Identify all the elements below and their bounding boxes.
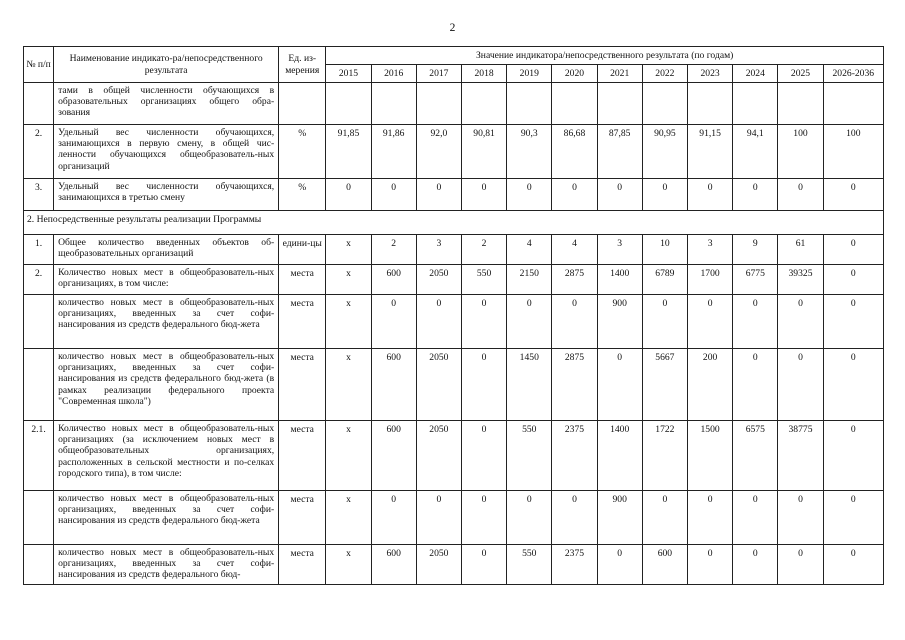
value-cell: 0: [507, 295, 552, 349]
value-cell: 0: [461, 545, 506, 585]
value-cell: 550: [461, 265, 506, 295]
value-cell: 0: [416, 295, 461, 349]
value-cell: 0: [552, 491, 597, 545]
row-number: [24, 83, 54, 125]
value-cell: 61: [778, 235, 823, 265]
value-cell: 100: [778, 125, 823, 179]
value-cell: 2050: [416, 545, 461, 585]
value-cell: 200: [687, 349, 732, 421]
value-cell: 550: [507, 421, 552, 491]
value-cell: 3: [597, 235, 642, 265]
value-cell: 3: [687, 235, 732, 265]
value-cell: 90,95: [642, 125, 687, 179]
value-cell: 0: [823, 179, 883, 211]
value-cell: 0: [507, 179, 552, 211]
value-cell: 600: [371, 349, 416, 421]
value-cell: 0: [597, 179, 642, 211]
value-cell: 6775: [733, 265, 778, 295]
value-cell: 0: [778, 545, 823, 585]
value-cell: 90,3: [507, 125, 552, 179]
indicator-name: количество новых мест в общеобразователь-ных организациях, введенных за счет софи-нансирования из средств федерального бюд-жета: [54, 491, 279, 545]
value-cell: [778, 83, 823, 125]
indicators-table: [23, 46, 884, 585]
value-cell: 38775: [778, 421, 823, 491]
table-row: [24, 235, 884, 265]
value-cell: 0: [733, 179, 778, 211]
section-row: [24, 211, 884, 235]
value-cell: 0: [687, 179, 732, 211]
indicator-name: количество новых мест в общеобразователь-ных организациях, введенных за счет софи-нансирования из средств федерального бюд-: [54, 545, 279, 585]
indicator-name: Удельный вес численности обучающихся, занимающихся в третью смену: [54, 179, 279, 211]
header-year: 2021: [597, 65, 642, 83]
value-cell: [642, 83, 687, 125]
value-cell: 900: [597, 491, 642, 545]
value-cell: 10: [642, 235, 687, 265]
unit-cell: места: [279, 295, 326, 349]
unit-cell: %: [279, 125, 326, 179]
header-year: 2023: [687, 65, 732, 83]
value-cell: [326, 83, 371, 125]
value-cell: 600: [642, 545, 687, 585]
row-number: [24, 349, 54, 421]
value-cell: 9: [733, 235, 778, 265]
value-cell: 550: [507, 545, 552, 585]
value-cell: 4: [507, 235, 552, 265]
table-row: [24, 125, 884, 179]
header-name: Наименование индикато-ра/непосредственного результата: [54, 47, 279, 83]
header-year: 2024: [733, 65, 778, 83]
value-cell: 2050: [416, 265, 461, 295]
value-cell: 0: [823, 295, 883, 349]
value-cell: 0: [552, 179, 597, 211]
row-number: 2.: [24, 265, 54, 295]
header-year: 2017: [416, 65, 461, 83]
value-cell: 39325: [778, 265, 823, 295]
value-cell: 0: [823, 349, 883, 421]
table-row: [24, 545, 884, 585]
value-cell: 86,68: [552, 125, 597, 179]
value-cell: 0: [461, 295, 506, 349]
row-number: [24, 545, 54, 585]
value-cell: 600: [371, 421, 416, 491]
value-cell: [416, 83, 461, 125]
table-row: [24, 491, 884, 545]
value-cell: [597, 83, 642, 125]
header-year: 2018: [461, 65, 506, 83]
value-cell: 0: [371, 179, 416, 211]
value-cell: 92,0: [416, 125, 461, 179]
indicator-name: тами в общей численности обучающихся в образовательных организациях общего обра-зования: [54, 83, 279, 125]
table-row: [24, 179, 884, 211]
row-number: 2.1.: [24, 421, 54, 491]
value-cell: 0: [597, 545, 642, 585]
header-year: 2026-2036: [823, 65, 883, 83]
value-cell: 0: [823, 545, 883, 585]
value-cell: 900: [597, 295, 642, 349]
value-cell: 0: [326, 179, 371, 211]
header-year: 2019: [507, 65, 552, 83]
value-cell: [507, 83, 552, 125]
header-year: 2016: [371, 65, 416, 83]
value-cell: 0: [687, 545, 732, 585]
value-cell: 0: [371, 491, 416, 545]
value-cell: 2375: [552, 545, 597, 585]
indicator-name: Удельный вес численности обучающихся, занимающихся в первую смену, в общей чис-ленности обучающихся общеобразователь-ных организаций: [54, 125, 279, 179]
value-cell: 0: [552, 295, 597, 349]
value-cell: 0: [733, 349, 778, 421]
value-cell: 0: [597, 349, 642, 421]
value-cell: 3: [416, 235, 461, 265]
unit-cell: места: [279, 349, 326, 421]
value-cell: 0: [823, 421, 883, 491]
value-cell: 600: [371, 265, 416, 295]
header-values: Значение индикатора/непосредственного результата (по годам): [326, 47, 884, 65]
value-cell: 2: [461, 235, 506, 265]
value-cell: 0: [778, 491, 823, 545]
value-cell: 2150: [507, 265, 552, 295]
header-year: 2015: [326, 65, 371, 83]
row-number: 2.: [24, 125, 54, 179]
value-cell: 2050: [416, 349, 461, 421]
value-cell: 0: [642, 491, 687, 545]
value-cell: 0: [416, 179, 461, 211]
value-cell: 91,85: [326, 125, 371, 179]
value-cell: 0: [461, 491, 506, 545]
value-cell: 0: [461, 349, 506, 421]
value-cell: 0: [371, 295, 416, 349]
value-cell: 5667: [642, 349, 687, 421]
value-cell: х: [326, 421, 371, 491]
value-cell: 0: [687, 491, 732, 545]
value-cell: 6789: [642, 265, 687, 295]
value-cell: 1722: [642, 421, 687, 491]
value-cell: 0: [733, 545, 778, 585]
row-number: 1.: [24, 235, 54, 265]
value-cell: 2050: [416, 421, 461, 491]
value-cell: [823, 83, 883, 125]
value-cell: 600: [371, 545, 416, 585]
indicator-name: количество новых мест в общеобразователь-ных организациях, введенных за счет софи-нансирования из средств федерального бюд-жета: [54, 295, 279, 349]
value-cell: х: [326, 235, 371, 265]
unit-cell: места: [279, 491, 326, 545]
table-row: [24, 265, 884, 295]
value-cell: 0: [642, 179, 687, 211]
indicator-name: количество новых мест в общеобразователь-ных организациях, введенных за счет софи-нансирования из средств федерального бюд-жета (в рамках реализации федерального проекта "Современная школа"): [54, 349, 279, 421]
value-cell: 0: [687, 295, 732, 349]
value-cell: х: [326, 265, 371, 295]
value-cell: 4: [552, 235, 597, 265]
unit-cell: места: [279, 545, 326, 585]
value-cell: 0: [461, 421, 506, 491]
value-cell: [552, 83, 597, 125]
value-cell: 0: [778, 179, 823, 211]
value-cell: 90,81: [461, 125, 506, 179]
header-year: 2022: [642, 65, 687, 83]
value-cell: 0: [823, 235, 883, 265]
value-cell: 1450: [507, 349, 552, 421]
header-year: 2020: [552, 65, 597, 83]
value-cell: 1400: [597, 421, 642, 491]
indicator-name: Количество новых мест в общеобразователь-ных организациях, в том числе:: [54, 265, 279, 295]
value-cell: 0: [416, 491, 461, 545]
value-cell: 0: [642, 295, 687, 349]
value-cell: 0: [823, 491, 883, 545]
value-cell: [461, 83, 506, 125]
value-cell: 0: [733, 295, 778, 349]
unit-cell: едини-цы: [279, 235, 326, 265]
value-cell: 2: [371, 235, 416, 265]
unit-cell: места: [279, 265, 326, 295]
value-cell: 100: [823, 125, 883, 179]
value-cell: 91,15: [687, 125, 732, 179]
value-cell: 1500: [687, 421, 732, 491]
row-number: [24, 491, 54, 545]
unit-cell: %: [279, 179, 326, 211]
unit-cell: места: [279, 421, 326, 491]
value-cell: 0: [733, 491, 778, 545]
value-cell: 2875: [552, 265, 597, 295]
value-cell: 87,85: [597, 125, 642, 179]
value-cell: 2875: [552, 349, 597, 421]
page-number: 2: [449, 22, 456, 34]
row-number: [24, 295, 54, 349]
value-cell: 0: [507, 491, 552, 545]
value-cell: х: [326, 349, 371, 421]
value-cell: х: [326, 491, 371, 545]
value-cell: 2375: [552, 421, 597, 491]
table-body: [24, 83, 884, 585]
value-cell: [687, 83, 732, 125]
value-cell: 1700: [687, 265, 732, 295]
value-cell: 0: [778, 295, 823, 349]
table-row: [24, 295, 884, 349]
value-cell: [371, 83, 416, 125]
value-cell: х: [326, 295, 371, 349]
value-cell: 94,1: [733, 125, 778, 179]
value-cell: 0: [461, 179, 506, 211]
table-row: [24, 83, 884, 125]
value-cell: 1400: [597, 265, 642, 295]
table-row: [24, 421, 884, 491]
indicator-name: Количество новых мест в общеобразователь-ных организациях (за исключением новых мест в общеобразовательных организациях, расположенных в сельской местности и по-селках городского типа), в том числе:: [54, 421, 279, 491]
table-row: [24, 349, 884, 421]
value-cell: 91,86: [371, 125, 416, 179]
header-year: 2025: [778, 65, 823, 83]
header-num: № п/п: [24, 47, 54, 83]
value-cell: 0: [823, 265, 883, 295]
unit-cell: [279, 83, 326, 125]
value-cell: 6575: [733, 421, 778, 491]
section-title: 2. Непосредственные результаты реализации Программы: [24, 211, 884, 235]
value-cell: 0: [778, 349, 823, 421]
value-cell: [733, 83, 778, 125]
value-cell: х: [326, 545, 371, 585]
header-unit: Ед. из-мерения: [279, 47, 326, 83]
indicator-name: Общее количество введенных объектов об-щеобразовательных организаций: [54, 235, 279, 265]
row-number: 3.: [24, 179, 54, 211]
